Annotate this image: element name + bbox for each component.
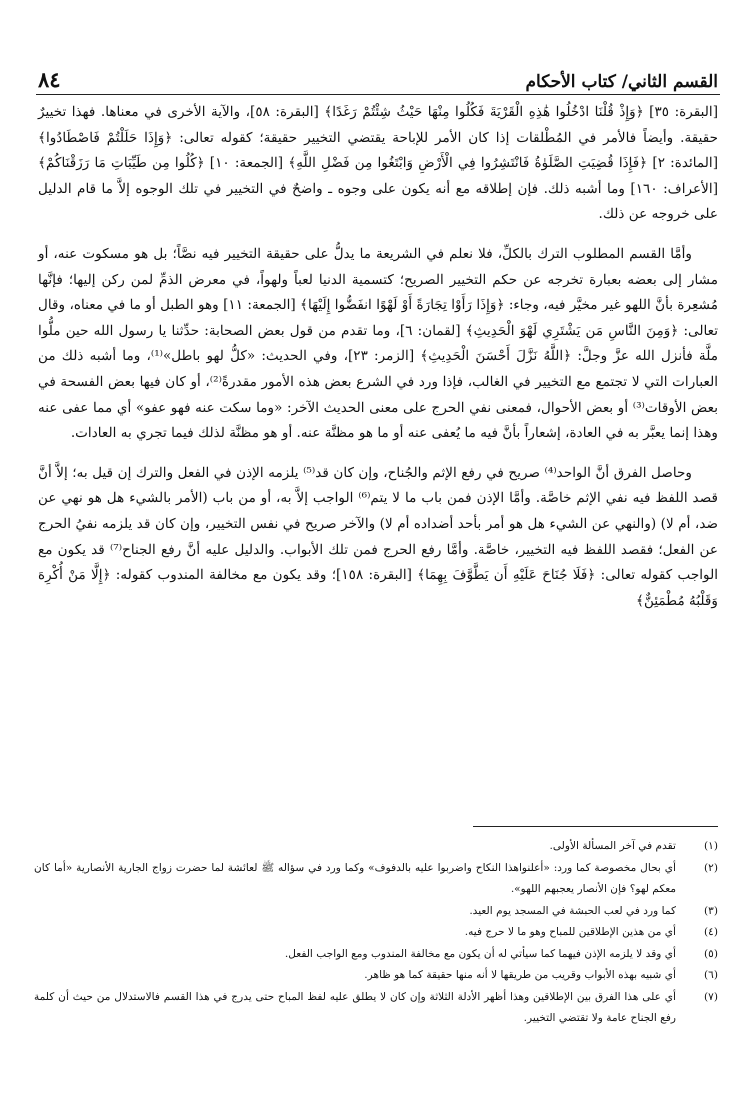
footnote-number: (٢)	[704, 861, 718, 874]
header-rule	[36, 94, 720, 95]
footnote	[34, 901, 718, 923]
footnote-number: (٤)	[704, 926, 718, 938]
footnote-text: أي من هذين الإطلاقين للمباح وهو ما لا حرج فيه.	[464, 926, 676, 938]
footnote-text: أي وقد لا يلزمه الإذن فيهما كما سيأتي له أن يكون مع مخالفة المندوب ومع الواجب الفعل.	[284, 947, 676, 960]
paragraph: [البقرة: ٣٥] ﴿وَإِذْ قُلْنَا ادْخُلُوا هَٰذِهِ الْقَرْيَةَ فَكُلُوا مِنْهَا حَيْثُ شِئْتُمْ رَغَدًا﴾ [البقرة: ٥٨]، والآية الأخرى في معناها. فهذا تخييرٌ حقيقة. وأيضاً فالأمر في المُطْلقات إذا كان الأمر للإباحة يقتضي التخيير حقيقة؛ كقوله تعالى: ﴿وَإِذَا حَلَلْتُمْ فَاصْطَادُوا﴾ [المائدة: ٢] ﴿فَإِذَا قُضِيَتِ الصَّلَوٰةُ فَانْتَشِرُوا فِي الْأَرْضِ وَابْتَغُوا مِن فَضْلِ اللَّهِ﴾ [الجمعة: ١٠] ﴿كُلُوا مِن طَيِّبَاتِ مَا رَزَقْنَاكُمْ﴾ [الأعراف: ١٦٠] وما أشبه ذلك. فإن إطلاقه مع أنه يكون على وجوه ـ واضحٌ في التخيير في تلك الوجوه إلاَّ ما قام الدليل على خروجه عن ذلك.	[38, 104, 719, 223]
footnote	[34, 858, 718, 901]
footnote-number: (٣)	[704, 904, 718, 917]
footnote	[34, 944, 718, 966]
footnote-number: (٧)	[704, 990, 718, 1003]
footnote-text: أي على هذا الفرق بين الإطلاقين وهذا أظهر الأدلة الثلاثة وإن كان لا يطلق عليه لفظ المباح حتى يدرج في هذا القسم فالاستدلال من حيث أن كلمة رفع الجناح عامة ولا تقتضي التخيير.	[34, 990, 676, 1024]
footnote	[34, 965, 718, 987]
footnote-text: أي بحال مخصوصة كما ورد: «أعلنواهذا النكاح واضربوا عليه بالدفوف» وكما ورد في سؤاله ﷺ لعائشة لما حضرت زواج الجارية الأنصارية «أما كان معكم لهو؟ فإن الأنصار يعجبهم اللهو».	[34, 861, 676, 895]
page-header	[38, 62, 718, 92]
page-number: ٨٤	[38, 67, 61, 92]
main-text	[38, 100, 718, 628]
footnote	[34, 922, 718, 944]
footnote-number: (١)	[704, 840, 718, 852]
paragraph: وأمَّا القسم المطلوب الترك بالكلِّ، فلا نعلم في الشريعة ما يدلُّ على حقيقة التخيير فيه نصَّاً؛ بل هو مسكوت عنه، أو مشار إلى بعضه بعبارة تخرجه عن حكم التخيير الصريح؛ كتسمية الدنيا لعباً ولهواً، في معرض الذمِّ لمن ركن إليها؛ فإنَّها مُشعِرة بأنَّ اللهو غير مخيَّر فيه، وجاء: ﴿وَإِذَا رَأَوْا تِجَارَةً أَوْ لَهْوًا انفَضُّوا إِلَيْهَا﴾ [الجمعة: ١١] وهو الطبل أو ما في معناه، وقال تعالى: ﴿وَمِنَ النَّاسِ مَن يَشْتَرِي لَهْوَ الْحَدِيثِ﴾ [لقمان: ٦]، وما تقدم من قول بعض الصحابة: حدِّثنا يا رسول الله حين ملُّوا ملَّة فأنزل الله عزَّ وجلَّ: ﴿اللَّهُ نَزَّلَ أَحْسَنَ الْحَدِيثِ﴾ [الزمر: ٢٣]، وفي الحديث: «كلُّ لهو باطل»⁽¹⁾، وما أشبه ذلك من العبارات التي لا تجتمع مع التخيير في الغالب، فإذا ورد في الشرع بعض هذه الأمور مقدرةً⁽²⁾، أو كان فيها بعض الفسحة في بعض الأوقات⁽³⁾ أو بعض الأحوال، فمعنى نفي الحرج على معنى الحديث الآخر: «وما سكت عنه فهو عفو» أي مما عفى عنه وهذا إنما يعبَّر به في العادة، إشعاراً بأنَّ فيه ما يُعفى عنه أو ما هو مظنَّة عنه. أو هو مظنَّة لذلك فيما تجري به العادات.	[38, 245, 719, 442]
footnote-number: (٦)	[704, 969, 718, 981]
footnotes	[34, 836, 718, 1030]
footnote-text: أي شبيه بهذه الأبواب وقريب من طريقها لا أنه منها حقيقة كما هو ظاهر.	[364, 969, 676, 981]
footnote-text: تقدم في آخر المسألة الأولى.	[549, 840, 676, 852]
running-title: القسم الثاني/ كتاب الأحكام	[525, 72, 718, 92]
footnote-text: كما ورد في لعب الحبشة في المسجد يوم العيد.	[469, 904, 676, 917]
paragraph: وحاصل الفرق أنَّ الواحد⁽⁴⁾ صريح في رفع الإثم والجُناح، وإن كان قد⁽⁵⁾ يلزمه الإذن في الفعل والترك إن قيل به؛ إلاَّ أنَّ قصد اللفظ فيه نفي الإثم خاصَّة. وأمَّا الإذن فمن باب ما لا يتم⁽⁶⁾ الواجب إلاَّ به، أو من باب (الأمر بالشيء هل هو نهي عن ضد، أم لا) (والنهي عن الشيء هل هو أمر بأحد أضداده أم لا) والآخر صريح في نفس التخيير، وإن كان قد يلزمه نفيُ الحرج عن الفعل؛ فقصد اللفظ فيه التخيير، خاصَّة. وأمَّا رفع الحرج فمن تلك الأبواب. والدليل عليه أنَّ رفع الجناح⁽⁷⁾ قد يكون مع الواجب كقوله تعالى: ﴿فَلَا جُنَاحَ عَلَيْهِ أَن يَطَّوَّفَ بِهِمَا﴾ [البقرة: ١٥٨]؛ وقد يكون مع مخالفة المندوب كقوله: ﴿إِلَّا مَنْ أُكْرِهَ وَقَلْبُهُ مُطْمَئِنٌّ﴾	[38, 464, 718, 609]
footnote-separator	[473, 826, 718, 827]
footnote-number: (٥)	[704, 947, 718, 960]
footnote	[34, 987, 718, 1030]
footnote	[34, 836, 718, 858]
